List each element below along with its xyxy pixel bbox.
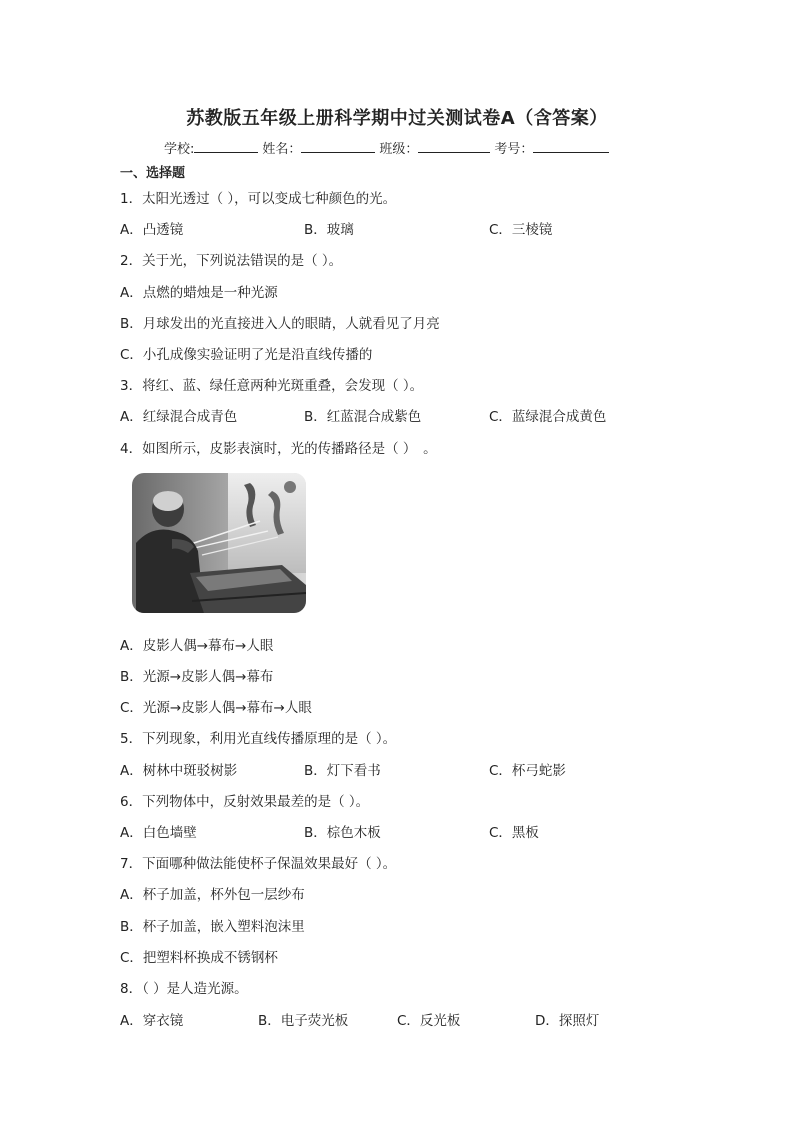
question-1: 1．太阳光透过（ ），可以变成七种颜色的光。 (120, 191, 397, 207)
q2-option-a: A．点燃的蜡烛是一种光源 (120, 285, 278, 301)
question-8: 8．（ ）是人造光源。 (120, 981, 248, 997)
q2-option-c: C．小孔成像实验证明了光是沿直线传播的 (120, 347, 373, 363)
q8-option-b: B．电子荧光板 (258, 1013, 349, 1029)
q4-option-b: B．光源→皮影人偶→幕布 (120, 669, 274, 685)
question-6: 6．下列物体中，反射效果最差的是（ ）。 (120, 794, 370, 810)
number-blank (533, 138, 609, 153)
q4-option-c: C．光源→皮影人偶→幕布→人眼 (120, 700, 312, 716)
school-blank (194, 138, 258, 153)
section-heading: 一、选择题 (120, 166, 186, 181)
school-label: 学校: (164, 142, 195, 157)
question-7: 7．下面哪种做法能使杯子保温效果最好（ ）。 (120, 856, 397, 872)
q5-option-c: C．杯弓蛇影 (489, 763, 566, 779)
q7-option-b: B．杯子加盖，嵌入塑料泡沫里 (120, 919, 305, 935)
class-label: 班级： (379, 142, 419, 157)
q5-option-a: A．树林中斑驳树影 (120, 763, 238, 779)
q1-option-b: B．玻璃 (304, 222, 354, 238)
question-3: 3．将红、蓝、绿任意两种光斑重叠，会发现（ ）。 (120, 378, 424, 394)
q3-option-c: C．蓝绿混合成黄色 (489, 409, 607, 425)
q3-option-b: B．红蓝混合成紫色 (304, 409, 422, 425)
q6-option-c: C．黑板 (489, 825, 539, 841)
question-2: 2．关于光，下列说法错误的是（ ）。 (120, 253, 343, 269)
question-5: 5．下列现象，利用光直线传播原理的是（ ）。 (120, 731, 397, 747)
question-4: 4．如图所示，皮影表演时，光的传播路径是（ ） 。 (120, 441, 437, 457)
q4-option-a: A．皮影人偶→幕布→人眼 (120, 638, 274, 654)
q7-option-a: A．杯子加盖，杯外包一层纱布 (120, 887, 305, 903)
student-info-row (164, 138, 613, 157)
class-blank (418, 138, 490, 153)
q8-option-d: D．探照灯 (535, 1013, 600, 1029)
q8-option-c: C．反光板 (397, 1013, 461, 1029)
name-label: 姓名： (262, 142, 302, 157)
q6-option-b: B．棕色木板 (304, 825, 381, 841)
q1-option-c: C．三棱镜 (489, 222, 553, 238)
q5-option-b: B．灯下看书 (304, 763, 381, 779)
page-title: 苏教版五年级上册科学期中过关测试卷A（含答案） (186, 108, 608, 129)
q1-option-a: A．凸透镜 (120, 222, 184, 238)
q2-option-b: B．月球发出的光直接进入人的眼睛，人就看见了月亮 (120, 316, 440, 332)
number-label: 考号： (494, 142, 534, 157)
q8-option-a: A．穿衣镜 (120, 1013, 184, 1029)
shadow-puppet-photo (132, 473, 306, 613)
shadow-puppet-illustration (132, 473, 306, 613)
q7-option-c: C．把塑料杯换成不锈钢杯 (120, 950, 278, 966)
name-blank (301, 138, 375, 153)
q3-option-a: A．红绿混合成青色 (120, 409, 238, 425)
q6-option-a: A．白色墙壁 (120, 825, 197, 841)
